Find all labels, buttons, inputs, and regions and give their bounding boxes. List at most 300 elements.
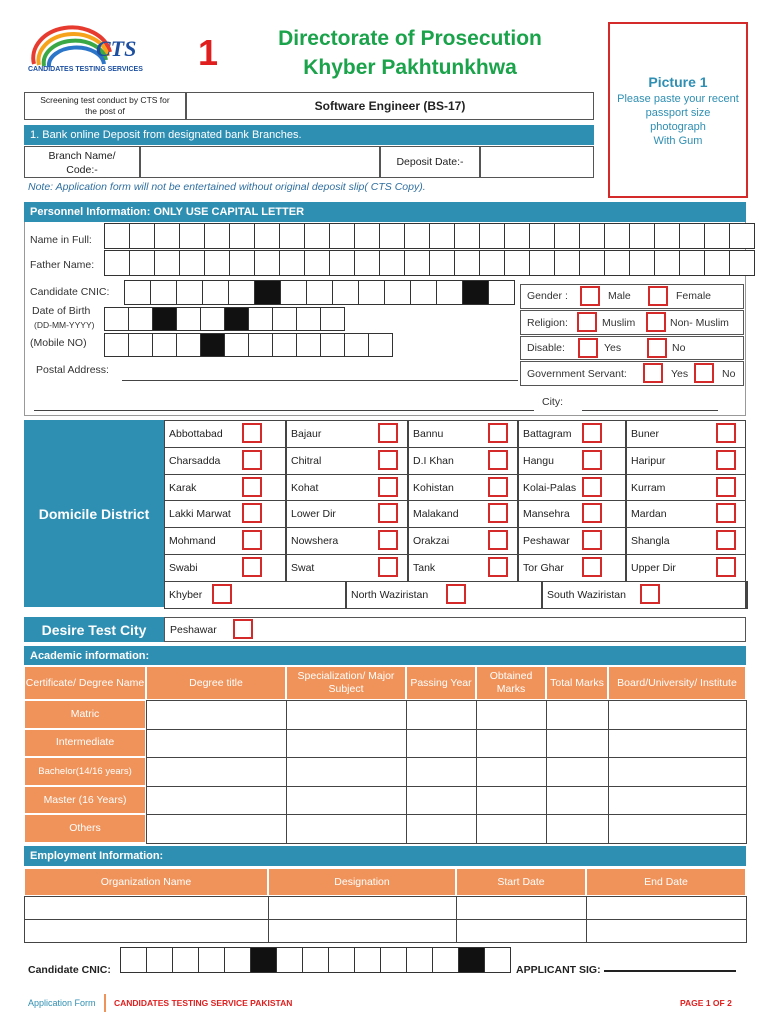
gender-male-label: Male xyxy=(608,290,631,302)
name-char-box[interactable] xyxy=(354,223,380,249)
district-label: Khyber xyxy=(169,588,203,601)
form-number: 1 xyxy=(198,32,219,73)
footer-cnic-char-box[interactable] xyxy=(146,947,173,973)
cnic-char-box[interactable] xyxy=(384,280,411,305)
logo-text: CTS xyxy=(96,36,137,61)
disable-yes-checkbox[interactable] xyxy=(578,338,598,358)
academic-cell-input[interactable] xyxy=(146,786,287,816)
page-title xyxy=(245,24,575,82)
name-char-box[interactable] xyxy=(404,223,430,249)
disable-label: Disable: xyxy=(527,342,565,354)
father-char-box[interactable] xyxy=(729,250,755,276)
academic-row-label: Matric xyxy=(24,700,146,729)
test-city-peshawar-checkbox[interactable] xyxy=(233,619,253,639)
father-char-box[interactable] xyxy=(329,250,355,276)
applicant-sig-label: APPLICANT SIG: xyxy=(516,964,601,976)
district-checkbox[interactable] xyxy=(640,584,660,604)
district-checkbox[interactable] xyxy=(716,423,736,443)
mobile-char-box[interactable] xyxy=(176,333,201,357)
cnic-char-box[interactable] xyxy=(358,280,385,305)
district-checkbox[interactable] xyxy=(378,503,398,523)
picture-note-2: passport size xyxy=(645,107,711,119)
district-label: Kolai-Palas xyxy=(523,481,577,494)
father-char-box[interactable] xyxy=(229,250,255,276)
dob-char-box[interactable] xyxy=(272,307,297,331)
employment-col-header: Designation xyxy=(268,868,456,896)
district-checkbox[interactable] xyxy=(242,557,262,577)
cts-logo xyxy=(24,22,174,77)
cnic-char-box[interactable] xyxy=(436,280,463,305)
employment-col-header: Start Date xyxy=(456,868,586,896)
district-checkbox[interactable] xyxy=(242,503,262,523)
footer-cnic-char-box[interactable] xyxy=(406,947,433,973)
academic-cell-input[interactable] xyxy=(546,729,609,759)
district-checkbox[interactable] xyxy=(212,584,232,604)
district-label: Upper Dir xyxy=(631,562,676,574)
father-char-box[interactable] xyxy=(529,250,555,276)
district-label: Kohistan xyxy=(413,481,454,494)
district-label: Chitral xyxy=(291,454,322,467)
district-checkbox[interactable] xyxy=(488,530,508,550)
cnic-char-box[interactable] xyxy=(332,280,359,305)
test-city-option-label: Peshawar xyxy=(170,624,217,636)
academic-cell-input[interactable] xyxy=(476,729,547,759)
employment-col-header: Organization Name xyxy=(24,868,268,896)
father-char-box[interactable] xyxy=(354,250,380,276)
post-label-line-2: the post of xyxy=(85,106,125,116)
employment-cell-input[interactable] xyxy=(24,896,269,920)
district-label: Swabi xyxy=(169,562,198,574)
district-checkbox[interactable] xyxy=(378,450,398,470)
name-char-box[interactable] xyxy=(579,223,605,249)
picture-note-3: photograph xyxy=(650,121,706,133)
district-checkbox[interactable] xyxy=(242,530,262,550)
father-char-box[interactable] xyxy=(429,250,455,276)
district-checkbox[interactable] xyxy=(378,423,398,443)
postal-line-1[interactable] xyxy=(122,380,518,381)
city-line[interactable] xyxy=(582,410,718,411)
district-label: Peshawar xyxy=(523,535,570,548)
father-char-box[interactable] xyxy=(129,250,155,276)
mobile-char-box[interactable] xyxy=(368,333,393,357)
cnic-char-box[interactable] xyxy=(410,280,437,305)
district-checkbox[interactable] xyxy=(716,503,736,523)
title-line-2: Khyber Pakhtunkhwa xyxy=(303,56,517,79)
title-line-1: Directorate of Prosecution xyxy=(278,27,542,50)
deposit-header-text: 1. Bank online Deposit from designated bank Branches. xyxy=(30,129,302,141)
cnic-char-box[interactable] xyxy=(306,280,333,305)
post-value: Software Engineer (BS-17) xyxy=(314,99,466,113)
footer-cnic-char-box[interactable] xyxy=(198,947,225,973)
academic-header-text: Academic information: xyxy=(30,650,150,662)
academic-col-header: Degree title xyxy=(146,666,286,700)
academic-cell-input[interactable] xyxy=(286,786,407,816)
picture-title: Picture 1 xyxy=(648,74,708,90)
district-label: Malakand xyxy=(413,508,459,521)
academic-col-header: Certificate/ Degree Name xyxy=(24,666,146,700)
footer-cnic-char-box[interactable] xyxy=(120,947,147,973)
district-checkbox[interactable] xyxy=(716,530,736,550)
govt-label: Government Servant: xyxy=(527,368,627,380)
name-char-box[interactable] xyxy=(654,223,680,249)
mobile-label: (Mobile NO) xyxy=(30,337,87,349)
footer-cnic-char-box[interactable] xyxy=(380,947,407,973)
academic-row-label: Others xyxy=(24,814,146,843)
branch-label-box xyxy=(24,146,140,178)
footer-cnic-char-box xyxy=(250,947,277,973)
footer-cnic-char-box[interactable] xyxy=(276,947,303,973)
domicile-label: Domicile District xyxy=(38,505,150,522)
district-label: Nowshera xyxy=(291,535,339,548)
employment-header-text: Employment Information: xyxy=(30,850,164,862)
district-checkbox[interactable] xyxy=(582,423,602,443)
district-label: Mansehra xyxy=(523,508,570,521)
academic-cell-input[interactable] xyxy=(146,757,287,787)
father-char-box[interactable] xyxy=(604,250,630,276)
test-city-label-box xyxy=(24,617,164,642)
post-value-box[interactable] xyxy=(186,92,594,120)
district-checkbox[interactable] xyxy=(582,557,602,577)
academic-cell-input[interactable] xyxy=(608,700,747,730)
footer-cnic-char-box[interactable] xyxy=(432,947,459,973)
academic-col-header: Obtained Marks xyxy=(476,666,546,700)
academic-cell-input[interactable] xyxy=(286,700,407,730)
district-checkbox[interactable] xyxy=(242,477,262,497)
district-checkbox[interactable] xyxy=(488,450,508,470)
dob-char-box[interactable] xyxy=(248,307,273,331)
academic-cell-input[interactable] xyxy=(546,814,609,844)
name-char-box[interactable] xyxy=(179,223,205,249)
cnic-char-box xyxy=(254,280,281,305)
mobile-char-box[interactable] xyxy=(272,333,297,357)
cnic-char-box[interactable] xyxy=(150,280,177,305)
district-checkbox[interactable] xyxy=(716,557,736,577)
cnic-char-box[interactable] xyxy=(488,280,515,305)
father-char-box[interactable] xyxy=(454,250,480,276)
academic-cell-input[interactable] xyxy=(476,786,547,816)
name-char-box[interactable] xyxy=(679,223,705,249)
academic-cell-input[interactable] xyxy=(608,786,747,816)
gender-male-checkbox[interactable] xyxy=(580,286,600,306)
district-checkbox[interactable] xyxy=(716,477,736,497)
father-char-box[interactable] xyxy=(104,250,130,276)
academic-cell-input[interactable] xyxy=(286,729,407,759)
name-char-box[interactable] xyxy=(279,223,305,249)
academic-row-label: Intermediate xyxy=(24,729,146,758)
personnel-header-text: Personnel Information: ONLY USE CAPITAL LETTER xyxy=(30,206,305,218)
dob-char-box[interactable] xyxy=(176,307,201,331)
academic-header xyxy=(24,646,746,665)
father-char-box[interactable] xyxy=(379,250,405,276)
academic-col-header: Passing Year xyxy=(406,666,476,700)
father-char-box[interactable] xyxy=(704,250,730,276)
cnic-char-box[interactable] xyxy=(202,280,229,305)
academic-cell-input[interactable] xyxy=(146,729,287,759)
name-char-box[interactable] xyxy=(104,223,130,249)
govt-yes-checkbox[interactable] xyxy=(643,363,663,383)
footer-center: CANDIDATES TESTING SERVICE PAKISTAN xyxy=(114,998,293,1008)
mobile-char-box[interactable] xyxy=(344,333,369,357)
govt-yes-label: Yes xyxy=(671,368,689,380)
footer-cnic-char-box[interactable] xyxy=(484,947,511,973)
domicile-label-box xyxy=(24,420,164,607)
deposit-header xyxy=(24,125,594,145)
district-checkbox[interactable] xyxy=(582,530,602,550)
district-checkbox[interactable] xyxy=(488,477,508,497)
name-char-box[interactable] xyxy=(204,223,230,249)
name-char-box[interactable] xyxy=(604,223,630,249)
test-city-label: Desire Test City xyxy=(41,621,147,638)
district-checkbox[interactable] xyxy=(242,423,262,443)
father-char-box[interactable] xyxy=(404,250,430,276)
applicant-sig-line[interactable] xyxy=(604,970,736,972)
district-label: Karak xyxy=(169,481,197,494)
branch-input[interactable] xyxy=(140,146,380,178)
footer-cnic-char-box xyxy=(458,947,485,973)
govt-no-label: No xyxy=(722,368,736,380)
footer-cnic-char-box[interactable] xyxy=(328,947,355,973)
post-label-box xyxy=(24,92,186,120)
academic-cell-input[interactable] xyxy=(546,700,609,730)
academic-cell-input[interactable] xyxy=(286,757,407,787)
district-label: D.I Khan xyxy=(413,454,454,467)
district-checkbox[interactable] xyxy=(716,450,736,470)
name-char-box[interactable] xyxy=(454,223,480,249)
name-char-box[interactable] xyxy=(529,223,555,249)
district-checkbox[interactable] xyxy=(378,477,398,497)
district-label: Charsadda xyxy=(169,454,221,467)
employment-cell-input[interactable] xyxy=(24,919,269,943)
mobile-char-box[interactable] xyxy=(152,333,177,357)
cnic-char-box[interactable] xyxy=(176,280,203,305)
father-label: Father Name: xyxy=(30,259,95,271)
district-label: Lower Dir xyxy=(291,508,336,521)
name-char-box[interactable] xyxy=(479,223,505,249)
district-label: Haripur xyxy=(631,454,666,467)
district-label: Abbottabad xyxy=(169,428,223,440)
cnic-char-box[interactable] xyxy=(124,280,151,305)
district-checkbox[interactable] xyxy=(582,477,602,497)
district-label: Lakki Marwat xyxy=(169,508,231,521)
disable-no-checkbox[interactable] xyxy=(647,338,667,358)
footer-cnic-char-box[interactable] xyxy=(172,947,199,973)
academic-col-header: Board/University/ Institute xyxy=(608,666,746,700)
dob-char-box[interactable] xyxy=(104,307,129,331)
disable-yes-label: Yes xyxy=(604,342,622,354)
religion-non-muslim-label: Non- Muslim xyxy=(670,317,729,329)
cnic-char-box[interactable] xyxy=(228,280,255,305)
footer-cnic-char-box[interactable] xyxy=(302,947,329,973)
father-char-box[interactable] xyxy=(179,250,205,276)
district-checkbox[interactable] xyxy=(378,530,398,550)
district-label: Tor Ghar xyxy=(523,562,564,574)
academic-col-header: Specialization/ Major Subject xyxy=(286,666,406,700)
name-char-box[interactable] xyxy=(629,223,655,249)
district-checkbox[interactable] xyxy=(446,584,466,604)
academic-cell-input[interactable] xyxy=(406,786,477,816)
dob-char-box xyxy=(224,307,249,331)
disable-no-label: No xyxy=(672,342,686,354)
name-char-box[interactable] xyxy=(429,223,455,249)
deposit-date-label: Deposit Date:- xyxy=(396,156,464,168)
father-char-box[interactable] xyxy=(554,250,580,276)
cnic-char-box xyxy=(462,280,489,305)
domicile-edge xyxy=(746,581,748,609)
footer-cnic-char-box[interactable] xyxy=(354,947,381,973)
employment-cell-input[interactable] xyxy=(586,896,747,920)
name-char-box[interactable] xyxy=(504,223,530,249)
father-char-box[interactable] xyxy=(254,250,280,276)
religion-non-muslim-checkbox[interactable] xyxy=(646,312,666,332)
district-checkbox[interactable] xyxy=(242,450,262,470)
academic-row-label: Master (16 Years) xyxy=(24,786,146,815)
district-label: North Waziristan xyxy=(351,588,429,601)
footer-right: PAGE 1 OF 2 xyxy=(680,998,732,1008)
mobile-char-box[interactable] xyxy=(104,333,129,357)
dob-char-box xyxy=(152,307,177,331)
district-checkbox[interactable] xyxy=(488,423,508,443)
name-char-box[interactable] xyxy=(554,223,580,249)
cnic-char-box[interactable] xyxy=(280,280,307,305)
dob-char-box[interactable] xyxy=(200,307,225,331)
mobile-char-box xyxy=(200,333,225,357)
district-checkbox[interactable] xyxy=(582,450,602,470)
district-label: Shangla xyxy=(631,535,670,548)
district-label: Mohmand xyxy=(169,535,216,548)
name-char-box[interactable] xyxy=(704,223,730,249)
father-char-box[interactable] xyxy=(304,250,330,276)
employment-cell-input[interactable] xyxy=(268,919,457,943)
district-checkbox[interactable] xyxy=(488,503,508,523)
name-label: Name in Full: xyxy=(30,234,92,246)
district-label: Kohat xyxy=(291,481,319,494)
footer-left: Application Form xyxy=(28,998,96,1008)
branch-label-line-1: Branch Name/ xyxy=(48,150,116,162)
religion-label: Religion: xyxy=(527,317,568,329)
footer-divider xyxy=(104,994,106,1012)
gender-female-label: Female xyxy=(676,290,712,302)
deposit-date-label-box xyxy=(380,146,480,178)
city-label: City: xyxy=(542,396,563,408)
district-label: Battagram xyxy=(523,428,572,440)
district-label: Bajaur xyxy=(291,428,322,440)
district-label: South Waziristan xyxy=(547,588,626,601)
name-char-box[interactable] xyxy=(129,223,155,249)
academic-cell-input[interactable] xyxy=(146,700,287,730)
district-label: Buner xyxy=(631,428,660,440)
name-char-box[interactable] xyxy=(379,223,405,249)
academic-cell-input[interactable] xyxy=(608,729,747,759)
district-checkbox[interactable] xyxy=(582,503,602,523)
post-label-line-1: Screening test conduct by CTS for xyxy=(40,95,170,105)
footer-cnic-char-box[interactable] xyxy=(224,947,251,973)
gender-female-checkbox[interactable] xyxy=(648,286,668,306)
father-char-box[interactable] xyxy=(279,250,305,276)
employment-col-header: End Date xyxy=(586,868,746,896)
mobile-char-box[interactable] xyxy=(320,333,345,357)
district-label: Tank xyxy=(413,562,436,574)
postal-label: Postal Address: xyxy=(36,364,109,376)
mobile-char-box[interactable] xyxy=(128,333,153,357)
dob-format: (DD-MM-YYYY) xyxy=(34,320,95,330)
dob-char-box[interactable] xyxy=(320,307,345,331)
district-label: Kurram xyxy=(631,481,666,494)
district-label: Bannu xyxy=(413,428,444,440)
deposit-note: Note: Application form will not be entertained without original deposit slip( CTS Copy). xyxy=(28,181,426,193)
father-char-box[interactable] xyxy=(679,250,705,276)
father-char-box[interactable] xyxy=(204,250,230,276)
footer-cnic-label: Candidate CNIC: xyxy=(28,964,111,976)
mobile-char-box[interactable] xyxy=(224,333,249,357)
academic-cell-input[interactable] xyxy=(476,700,547,730)
district-label: Orakzai xyxy=(413,535,450,548)
academic-col-header: Total Marks xyxy=(546,666,608,700)
father-char-box[interactable] xyxy=(154,250,180,276)
academic-cell-input[interactable] xyxy=(476,814,547,844)
picture-box[interactable] xyxy=(608,22,748,198)
academic-cell-input[interactable] xyxy=(608,757,747,787)
academic-cell-input[interactable] xyxy=(608,814,747,844)
deposit-date-input[interactable] xyxy=(480,146,594,178)
district-label: Swat xyxy=(291,562,315,574)
father-char-box[interactable] xyxy=(504,250,530,276)
academic-cell-input[interactable] xyxy=(406,700,477,730)
district-checkbox[interactable] xyxy=(378,557,398,577)
logo-subtitle: CANDIDATES TESTING SERVICES xyxy=(28,66,143,73)
employment-cell-input[interactable] xyxy=(586,919,747,943)
academic-cell-input[interactable] xyxy=(546,786,609,816)
employment-header xyxy=(24,846,746,866)
academic-cell-input[interactable] xyxy=(406,757,477,787)
father-char-box[interactable] xyxy=(479,250,505,276)
religion-muslim-checkbox[interactable] xyxy=(577,312,597,332)
academic-cell-input[interactable] xyxy=(406,729,477,759)
academic-cell-input[interactable] xyxy=(406,814,477,844)
personnel-header xyxy=(24,202,746,222)
father-char-box[interactable] xyxy=(629,250,655,276)
name-char-box[interactable] xyxy=(254,223,280,249)
name-char-box[interactable] xyxy=(229,223,255,249)
academic-cell-input[interactable] xyxy=(476,757,547,787)
academic-cell-input[interactable] xyxy=(286,814,407,844)
gender-label: Gender : xyxy=(527,290,568,302)
name-char-box[interactable] xyxy=(329,223,355,249)
father-char-box[interactable] xyxy=(579,250,605,276)
academic-cell-input[interactable] xyxy=(546,757,609,787)
govt-no-checkbox[interactable] xyxy=(694,363,714,383)
name-char-box[interactable] xyxy=(304,223,330,249)
postal-line-2[interactable] xyxy=(34,410,534,411)
district-label: Mardan xyxy=(631,508,667,521)
dob-label: Date of Birth xyxy=(32,305,91,317)
dob-char-box[interactable] xyxy=(128,307,153,331)
name-char-box[interactable] xyxy=(154,223,180,249)
employment-cell-input[interactable] xyxy=(456,896,587,920)
picture-note-1: Please paste your recent xyxy=(617,93,739,105)
father-char-box[interactable] xyxy=(654,250,680,276)
cnic-label: Candidate CNIC: xyxy=(30,286,110,298)
dob-char-box[interactable] xyxy=(296,307,321,331)
academic-row-label: Bachelor(14/16 years) xyxy=(24,757,146,786)
mobile-char-box[interactable] xyxy=(248,333,273,357)
district-checkbox[interactable] xyxy=(488,557,508,577)
employment-cell-input[interactable] xyxy=(456,919,587,943)
academic-cell-input[interactable] xyxy=(146,814,287,844)
employment-cell-input[interactable] xyxy=(268,896,457,920)
name-char-box[interactable] xyxy=(729,223,755,249)
mobile-char-box[interactable] xyxy=(296,333,321,357)
religion-muslim-label: Muslim xyxy=(602,317,636,329)
